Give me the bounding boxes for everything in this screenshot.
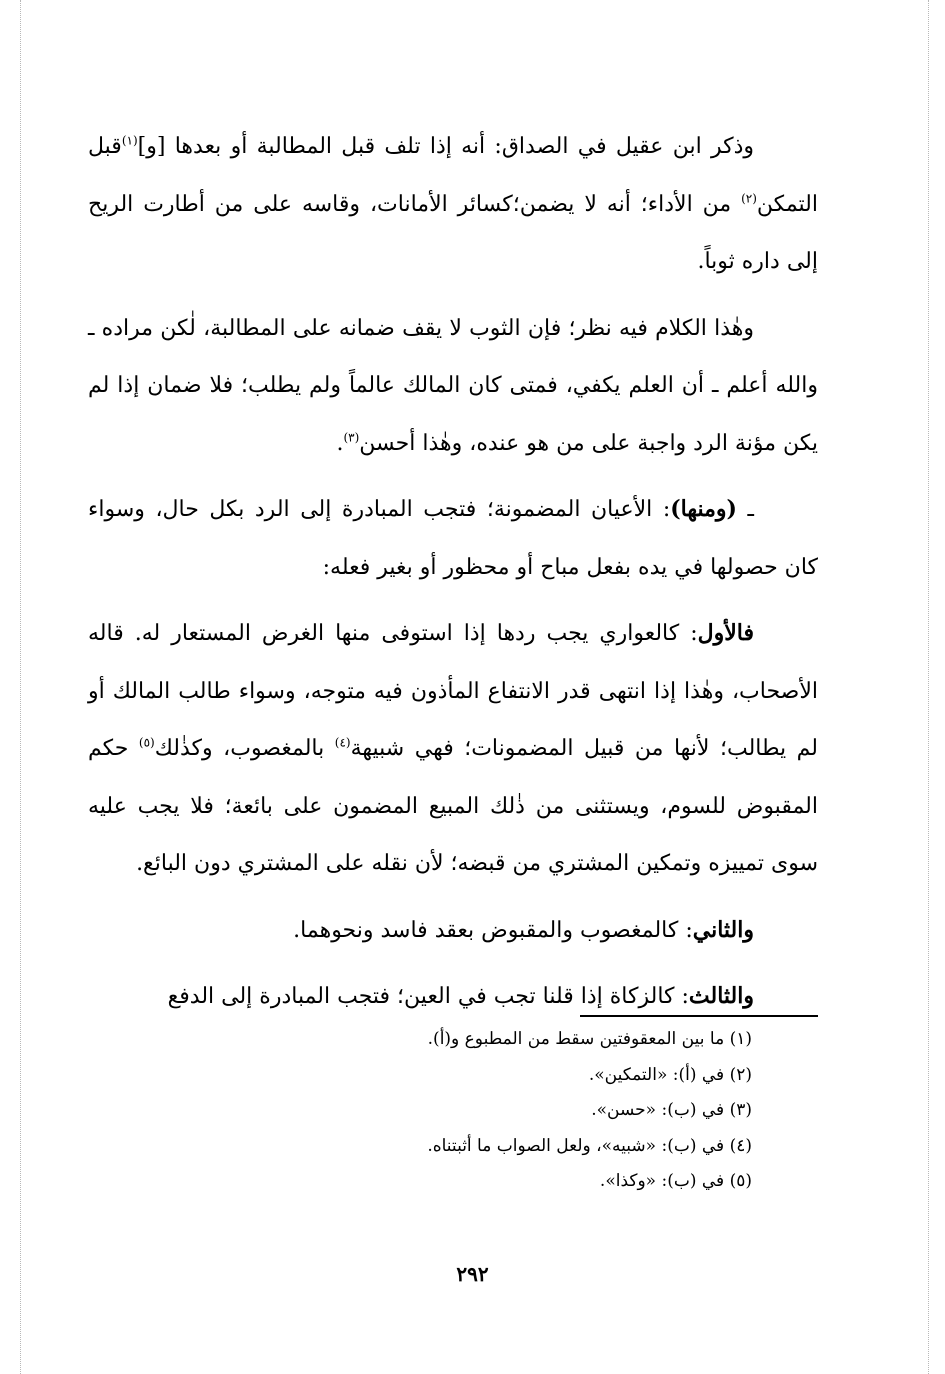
text-run: : كالمغصوب والمقبوض بعقد فاسد ونحوهما. xyxy=(293,917,693,943)
paragraph xyxy=(88,605,818,893)
paragraph xyxy=(88,300,818,473)
text-run: حكم المقبوض للسوم، ويستثنى من ذٰلك المبيع المضمون على بائعة؛ فلا يجب عليه سوى تمييزه وتمكين المشتري من قبضه؛ لأن نقله على المشتري دون البائع. xyxy=(88,736,818,876)
bold-term: والثاني xyxy=(692,916,754,943)
footnote-2: (٢) في (أ): «التمكين». xyxy=(588,1064,752,1085)
text-run: ـ xyxy=(736,497,754,522)
scan-edge-left xyxy=(20,0,21,1374)
text-run: وذكر ابن عقيل في الصداق: أنه إذا تلف قبل المطالبة أو بعدها [و] xyxy=(137,134,754,159)
paragraph xyxy=(88,481,818,596)
text-run: وهٰذا الكلام فيه نظر؛ فإن الثوب لا يقف ضمانه على المطالبة، لٰكن مراده ـ والله أعلم ـ أن العلم يكفي، فمتى كان المالك عالماً ولم يطلب؛ فلا ضمان إذا لم يكن مؤنة الرد واجبة على من هو عنده، وهٰذا أحسن xyxy=(88,315,818,456)
paragraph xyxy=(88,118,818,291)
text-run: : الأعيان المضمونة؛ فتجب المبادرة إلى الرد بكل حال، وسواء كان حصولها في يده بفعل مباح أو محظور أو بغير فعله: xyxy=(88,497,818,580)
paragraph xyxy=(88,902,818,960)
footnote-1: (١) ما بين المعقوفتين سقط من المطبوع و(أ). xyxy=(427,1029,752,1049)
scan-edge-right xyxy=(928,0,929,1374)
text-run: بالمغصوب، وكذٰلك xyxy=(154,736,335,761)
page-number: ٢٩٢ xyxy=(456,1262,489,1286)
footnote-ref: (٥) xyxy=(138,735,155,750)
footnotes xyxy=(300,1022,752,1200)
text-run: من الأداء؛ أنه لا يضمن؛كسائر الأمانات، وقاسه على من أطارت الريح إلى داره ثوباً. xyxy=(88,191,818,274)
footnote-separator xyxy=(580,1015,818,1017)
text-run: : كالعواري يجب ردها إذا استوفى منها الغرض المستعار له. قاله الأصحاب، وهٰذا إذا انتهى قدر الانتفاع المأذون فيه متوجه، وسواء طالب المالك أو لم يطالب؛ لأنها من قبيل المضمونات؛ فهي شبيهة xyxy=(88,621,818,761)
bold-term: والثالث xyxy=(688,983,754,1009)
footnote-3: (٣) في (ب): «حسن». xyxy=(591,1100,752,1120)
footnote-ref: (٢) xyxy=(741,191,757,206)
bold-term: (ومنها) xyxy=(670,496,737,522)
text-run: قبل التمكن xyxy=(88,134,818,217)
footnote-ref: (٤) xyxy=(334,735,351,750)
text-run: : كالزكاة إذا قلنا تجب في العين؛ فتجب المبادرة إلى الدفع xyxy=(167,984,689,1009)
main-text xyxy=(88,118,818,1026)
footnote-ref: (١) xyxy=(121,133,138,148)
footnote-4: (٤) في (ب): «شبيه»، ولعل الصواب ما أثبتناه. xyxy=(427,1135,752,1156)
text-run: . xyxy=(336,430,344,456)
bold-term: فالأول xyxy=(697,620,754,646)
footnote-ref: (٣) xyxy=(343,430,360,445)
footnote-5: (٥) في (ب): «وكذا». xyxy=(599,1171,752,1191)
